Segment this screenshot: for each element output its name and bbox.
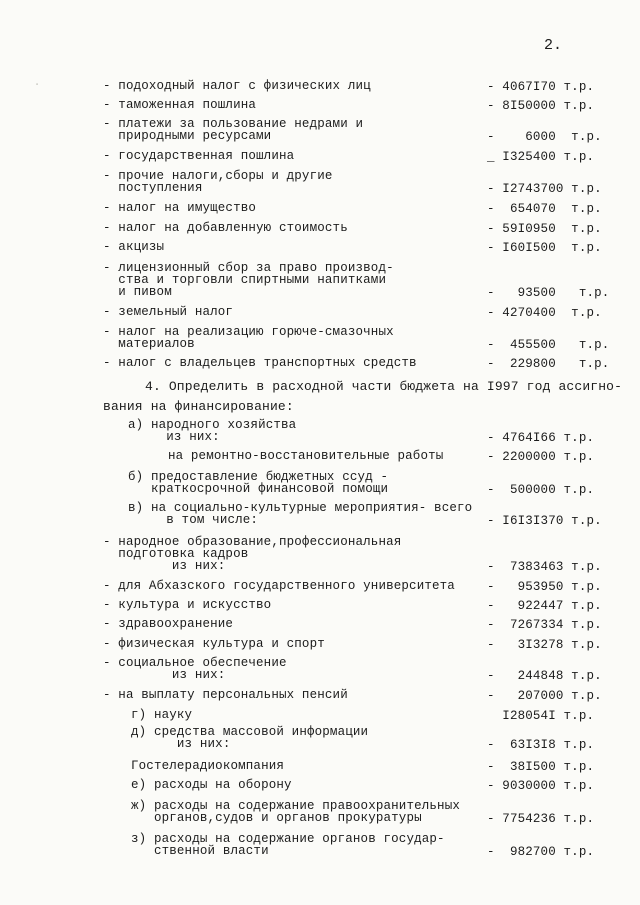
row-value: - 4270400 т.р. [487, 306, 602, 320]
row-label: - налог на имущество [103, 201, 257, 215]
expense-label: б) предоставление бюджетных ссуд - [128, 470, 389, 484]
row-label: - лицензионный сбор за право производ- [103, 261, 394, 275]
row-value: - 654070 т.р. [487, 202, 602, 216]
expense-value: - I6I3I370 т.р. [487, 514, 602, 528]
expense-label: в) на социально-культурные мероприятия- всего [128, 501, 473, 515]
expense-value: - 3I3278 т.р. [487, 638, 602, 652]
expense-label: - культура и искусство [103, 598, 272, 612]
expense-label: подготовка кадров [103, 547, 249, 561]
row-label: - платежи за пользование недрами и [103, 117, 364, 131]
row-label: - налог на реализацию горюче-смазочных [103, 325, 394, 339]
row-label: - таможенная пошлина [103, 98, 257, 112]
row-label: - налог на добавленную стоимость [103, 221, 348, 235]
row-label: - подоходный налог с физических лиц [103, 79, 371, 93]
row-label: - налог с владельцев транспортных средств [103, 356, 417, 370]
expense-value: - 7754236 т.р. [487, 812, 595, 826]
row-label: поступления [103, 181, 203, 195]
expense-label: ж) расходы на содержание правоохранительных [131, 799, 461, 813]
expense-label: - на выплату персональных пенсий [103, 688, 348, 702]
expense-value: - 4764I66 т.р. [487, 431, 595, 445]
expense-label: из них: [128, 430, 220, 444]
expense-label: г) науку [131, 708, 193, 722]
expense-label: из них: [131, 737, 231, 751]
row-value: - 455500 т.р. [487, 338, 610, 352]
row-label: - акцизы [103, 240, 165, 254]
row-label: и пивом [103, 285, 172, 299]
expense-value: - 9030000 т.р. [487, 779, 595, 793]
page-number: 2. [544, 37, 563, 54]
margin-stain: · [35, 78, 40, 93]
expense-label: ственной власти [131, 844, 269, 858]
expense-label: - народное образование,профессиональная [103, 535, 402, 549]
expense-value: - 63I3I8 т.р. [487, 738, 595, 752]
expense-label: органов,судов и органов прокуратуры [131, 811, 422, 825]
expense-value: - 982700 т.р. [487, 845, 595, 859]
row-label: - государственная пошлина [103, 149, 295, 163]
expense-label: - здравоохранение [103, 617, 234, 631]
expense-value: - 7267334 т.р. [487, 618, 602, 632]
expense-value: - 244848 т.р. [487, 669, 602, 683]
expense-value: - 7383463 т.р. [487, 560, 602, 574]
row-label: - земельный налог [103, 305, 234, 319]
row-value: _ I325400 т.р. [487, 150, 595, 164]
expense-label: из них: [103, 668, 226, 682]
row-value: - 93500 т.р. [487, 286, 610, 300]
row-label: ства и торговли спиртными напитками [103, 273, 387, 287]
expense-label: - для Абхазского государственного университета [103, 579, 455, 593]
expense-label: - социальное обеспечение [103, 656, 287, 670]
expense-label: из них: [103, 559, 226, 573]
section-paragraph: вания на финансирование: [103, 399, 294, 414]
expense-value: - 500000 т.р. [487, 483, 595, 497]
expense-label: а) народного хозяйства [128, 418, 297, 432]
row-value: - 229800 т.р. [487, 357, 610, 371]
row-label: - прочие налоги,сборы и другие [103, 169, 333, 183]
expense-value: - 207000 т.р. [487, 689, 602, 703]
expense-value: - 38I500 т.р. [487, 760, 595, 774]
row-value: - 4067I70 т.р. [487, 80, 595, 94]
row-value: - 59I0950 т.р. [487, 222, 602, 236]
row-value: - 8I50000 т.р. [487, 99, 595, 113]
expense-label: е) расходы на оборону [131, 778, 292, 792]
expense-label: Гостелерадиокомпания [131, 759, 285, 773]
expense-value: - 2200000 т.р. [487, 450, 595, 464]
row-value: - 6000 т.р. [487, 130, 602, 144]
expense-value: - 953950 т.р. [487, 580, 602, 594]
expense-label: д) средства массовой информации [131, 725, 369, 739]
expense-label: краткосрочной финансовой помощи [128, 482, 389, 496]
expense-label: - физическая культура и спорт [103, 637, 325, 651]
section-paragraph: 4. Определить в расходной части бюджета на I997 год ассигно- [145, 379, 623, 394]
expense-label: з) расходы на содержание органов государ- [131, 832, 445, 846]
row-label: природными ресурсами [103, 129, 272, 143]
expense-label: на ремонтно-восстановительные работы [145, 449, 444, 463]
expense-value: I28054I т.р. [487, 709, 595, 723]
row-label: материалов [103, 337, 195, 351]
row-value: - I2743700 т.р. [487, 182, 602, 196]
expense-value: - 922447 т.р. [487, 599, 602, 613]
expense-label: в том числе: [128, 513, 259, 527]
row-value: - I60I500 т.р. [487, 241, 602, 255]
